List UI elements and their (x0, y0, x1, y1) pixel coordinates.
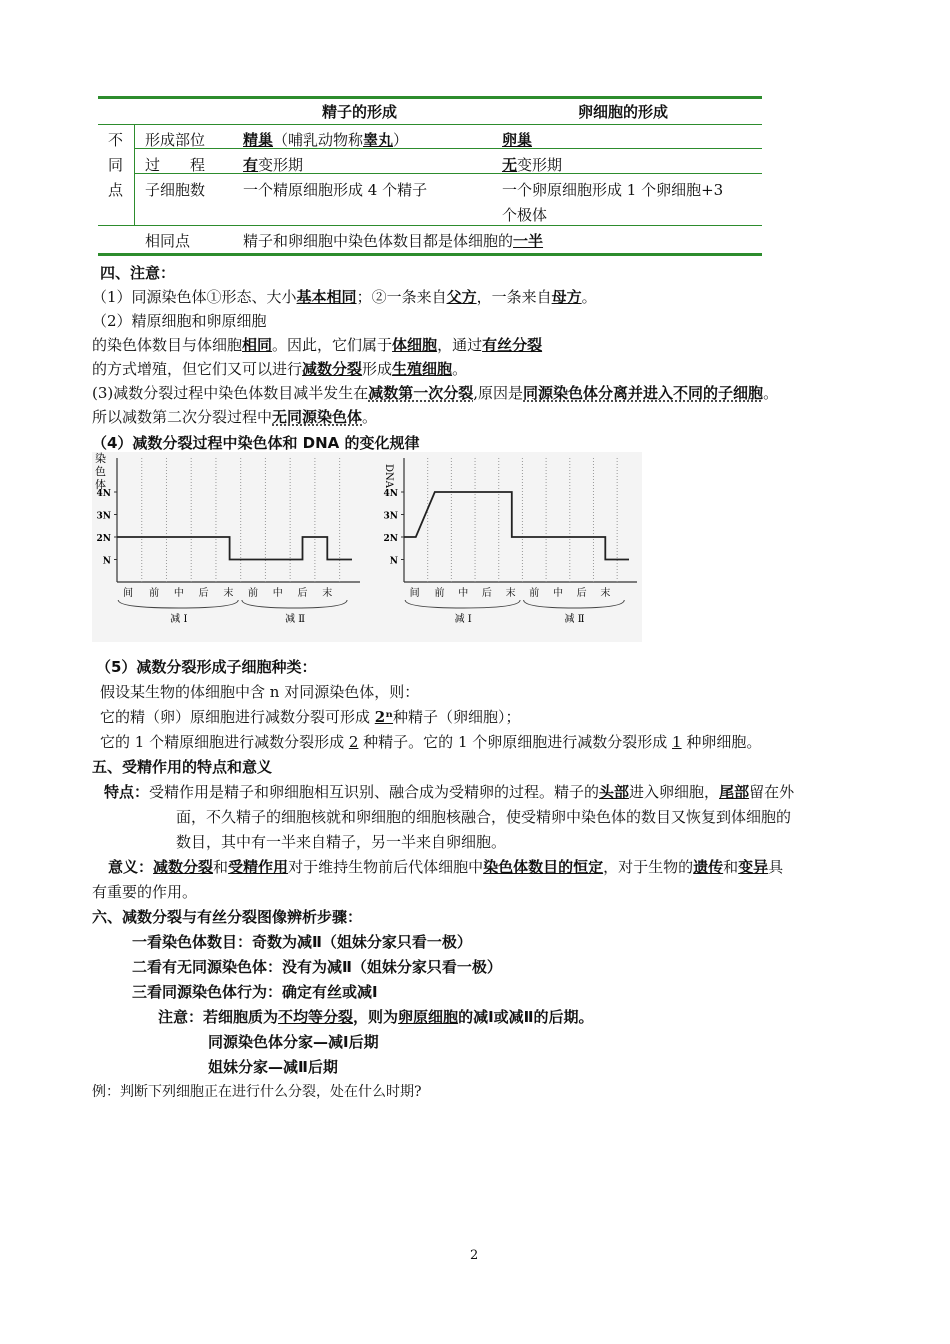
note-2-line2 (92, 334, 542, 355)
text: （1）同源染色体①形态、大小 (92, 288, 297, 306)
text: 具 (768, 858, 784, 876)
text: 的方式增殖，但它们又可以进行 (92, 360, 303, 378)
label: 特点： (104, 783, 150, 801)
text: 种卵细胞。 (681, 733, 762, 751)
group-label: 减 Ⅱ (285, 614, 306, 625)
x-tick-label: 末 (600, 588, 611, 599)
keyword: 2 (348, 733, 359, 751)
text: 注意：若细胞质为 (158, 1008, 279, 1026)
x-tick-label: 中 (272, 588, 283, 599)
header-egg: 卵细胞的形成 (578, 103, 669, 121)
label: 意义： (108, 858, 154, 876)
x-tick-label: 中 (173, 588, 184, 599)
group-brace (405, 600, 520, 608)
row-label: 形成部位 (145, 131, 206, 149)
text: 的减Ⅰ或减Ⅱ的后期。 (458, 1008, 594, 1026)
text: 。因此，它们属于 (272, 336, 393, 354)
keyword: 睾丸 (363, 131, 394, 149)
x-tick-label: 前 (149, 588, 160, 599)
group-brace (524, 600, 625, 608)
table-bottom-rule (98, 253, 762, 256)
y-tick-label: 2N (383, 534, 398, 544)
feature-line3: 数目，其中有一半来自精子，另一半来自卵细胞。 (176, 833, 507, 851)
x-tick-label: 后 (198, 588, 209, 599)
example-question: 例：判断下列细胞正在进行什么分裂，处在什么时期? (92, 1084, 422, 1100)
feature-line2: 面，不久精子的细胞核就和卵细胞的细胞核融合，使受精卵中染色体的数目又恢复到体细胞的 (176, 808, 792, 826)
text: 进入卵细胞， (629, 783, 720, 801)
note-5-title: （5）减数分裂形成子细胞种类： (96, 658, 317, 676)
x-tick-label: 中 (552, 588, 563, 599)
y-tick-label: 3N (96, 511, 111, 522)
keyword: 基本相同 (296, 288, 357, 306)
keyword: 母方 (551, 288, 582, 306)
note-4-title: （4）减数分裂过程中染色体和 DNA 的变化规律 (92, 434, 420, 452)
sperm-cell: 一个精原细胞形成 4 个精子 (243, 181, 428, 199)
x-tick-label: 后 (297, 588, 308, 599)
diff-label-char: 不 (108, 131, 124, 149)
step-3: 三看同源染色体行为：确定有丝或减Ⅰ (132, 983, 378, 1001)
meiosis-charts (92, 452, 642, 642)
keyword: 同源染色体分离并进入不同的子细胞 (523, 384, 764, 402)
note-3-line2 (92, 406, 377, 427)
row-label: 子细胞数 (145, 181, 206, 199)
group-label: 减 Ⅰ (170, 614, 188, 625)
keyword: 减数分裂 (302, 360, 363, 378)
note-1 (92, 286, 597, 307)
text: ） (393, 131, 409, 149)
meaning-line1 (108, 856, 783, 877)
text: 所以减数第二次分裂过程中 (92, 408, 273, 426)
header-sperm: 精子的形成 (322, 103, 398, 121)
series-line (117, 537, 352, 560)
x-tick-label: 末 (223, 588, 234, 599)
step-note (158, 1006, 594, 1027)
text: 种精子（卵细胞）； (393, 708, 521, 726)
group-label: 减 Ⅱ (564, 614, 585, 625)
text: ；②一条来自 (356, 288, 447, 306)
meaning-line2: 有重要的作用。 (92, 883, 198, 901)
text: 种精子。它的 1 个卵原细胞进行减数分裂形成 (358, 733, 673, 751)
page-number: 2 (470, 1248, 479, 1263)
x-tick-label: 末 (322, 588, 333, 599)
keyword: 无同源染色体 (272, 408, 363, 426)
keyword: 生殖细胞 (392, 360, 453, 378)
text: 。 (763, 384, 779, 402)
col-rule (134, 124, 135, 225)
note-5-line3 (100, 731, 761, 752)
keyword: 减数第一次分裂 (368, 384, 474, 402)
keyword: 卵巢 (502, 131, 533, 149)
keyword: 遗传 (693, 858, 724, 876)
row-rule (98, 225, 762, 226)
sperm-cell (243, 129, 408, 150)
section-4-title: 四、注意： (100, 264, 176, 282)
keyword: 体细胞 (392, 336, 438, 354)
group-label: 减 Ⅰ (454, 614, 472, 625)
y-axis-label: 染 (95, 452, 106, 465)
step-note-3: 姐妹分家—减Ⅱ后期 (208, 1058, 338, 1076)
x-tick-label: 后 (576, 588, 587, 599)
text: 。 (362, 408, 378, 426)
sperm-cell (243, 154, 303, 175)
charts-svg (92, 452, 642, 642)
same-label: 相同点 (145, 232, 191, 250)
group-brace (242, 600, 347, 608)
comparison-table (98, 96, 762, 256)
x-tick-label: 前 (248, 588, 259, 599)
keyword: 尾部 (719, 783, 750, 801)
step-1: 一看染色体数目：奇数为减Ⅱ（姐妹分家只看一极） (132, 933, 472, 951)
text: 。 (581, 288, 597, 306)
diff-label-char: 点 (108, 181, 124, 199)
x-tick-label: 前 (529, 588, 540, 599)
x-tick-label: 后 (481, 588, 492, 599)
text: 形成 (362, 360, 393, 378)
table-top-rule (98, 96, 762, 99)
text: (3)减数分裂过程中染色体数目减半发生在 (92, 384, 369, 402)
keyword: 卵原细胞 (398, 1008, 459, 1026)
egg-cell (502, 154, 562, 175)
egg-cell (502, 129, 532, 150)
text: 和 (723, 858, 739, 876)
y-tick-label: 4N (383, 489, 398, 499)
keyword: 无 (502, 156, 518, 174)
section-5-title: 五、受精作用的特点和意义 (92, 758, 273, 776)
note-2-line3 (92, 358, 467, 379)
keyword: 染色体数目的恒定 (483, 858, 604, 876)
text: 受精作用是精子和卵细胞相互识别、融合成为受精卵的过程。精子的 (149, 783, 600, 801)
text: 。 (452, 360, 468, 378)
note-3 (92, 382, 778, 403)
egg-cell: 一个卵原细胞形成 1 个卵细胞+3 (502, 181, 724, 199)
text: 和 (213, 858, 229, 876)
section-6-title: 六、减数分裂与有丝分裂图像辨析步骤： (92, 908, 363, 926)
y-tick-label: N (102, 556, 111, 567)
y-axis-label: 色 (95, 465, 106, 478)
y-axis-label: DNA (383, 464, 394, 488)
keyword: 头部 (599, 783, 630, 801)
text: （哺乳动物称 (273, 131, 364, 149)
step-2: 二看有无同源染色体：没有为减Ⅱ（姐妹分家只看一极） (132, 958, 502, 976)
row-label: 过 程 (145, 156, 206, 174)
text: 它的精（卵）原细胞进行减数分裂可形成 (100, 708, 375, 726)
x-tick-label: 末 (505, 588, 516, 599)
text: 变形期 (517, 156, 563, 174)
note-5-line1: 假设某生物的体细胞中含 n 对同源染色体，则： (100, 683, 420, 701)
y-tick-label: 4N (96, 489, 111, 499)
keyword: 减数分裂 (153, 858, 214, 876)
keyword: 1 (672, 733, 682, 751)
x-tick-label: 间 (123, 588, 134, 599)
text: ，则为 (353, 1008, 399, 1026)
keyword: 一半 (513, 232, 544, 250)
note-5-line2 (100, 706, 521, 727)
keyword: 受精作用 (228, 858, 289, 876)
row-rule (134, 173, 762, 174)
x-tick-label: 间 (409, 588, 420, 599)
diff-label-char: 同 (108, 156, 124, 174)
keyword: 父方 (446, 288, 477, 306)
text: 的染色体数目与体细胞 (92, 336, 243, 354)
egg-cell-cont: 个极体 (502, 206, 548, 224)
table-header-rule (98, 124, 762, 125)
same-text (243, 230, 543, 251)
keyword: 相同 (242, 336, 273, 354)
step-note-2: 同源染色体分家—减Ⅰ后期 (208, 1033, 379, 1051)
y-axis-label: 体 (95, 478, 106, 491)
keyword: 有丝分裂 (482, 336, 543, 354)
y-tick-label: 2N (96, 534, 111, 544)
group-brace (118, 600, 238, 608)
keyword: 精巢 (243, 131, 274, 149)
text: 变形期 (258, 156, 304, 174)
series-line (404, 492, 629, 560)
x-tick-label: 中 (458, 588, 469, 599)
row-rule (134, 148, 762, 149)
y-tick-label: N (389, 556, 398, 567)
text: 对于维持生物前后代体细胞中 (288, 858, 484, 876)
keyword: 2ⁿ (374, 708, 394, 726)
text: 它的 1 个精原细胞进行减数分裂形成 (100, 733, 349, 751)
text: 留在外 (749, 783, 795, 801)
keyword: 变异 (738, 858, 769, 876)
text: ，一条来自 (476, 288, 552, 306)
note-2: （2）精原细胞和卵原细胞 (92, 312, 267, 330)
y-tick-label: 3N (383, 511, 398, 522)
text: ，对于生物的 (603, 858, 694, 876)
feature-line1 (104, 781, 794, 802)
x-tick-label: 前 (434, 588, 445, 599)
keyword: 不均等分裂 (278, 1008, 354, 1026)
text: 精子和卵细胞中染色体数目都是体细胞的 (243, 232, 514, 250)
text: ,原因是 (473, 384, 524, 402)
keyword: 有 (243, 156, 259, 174)
text: ，通过 (437, 336, 483, 354)
